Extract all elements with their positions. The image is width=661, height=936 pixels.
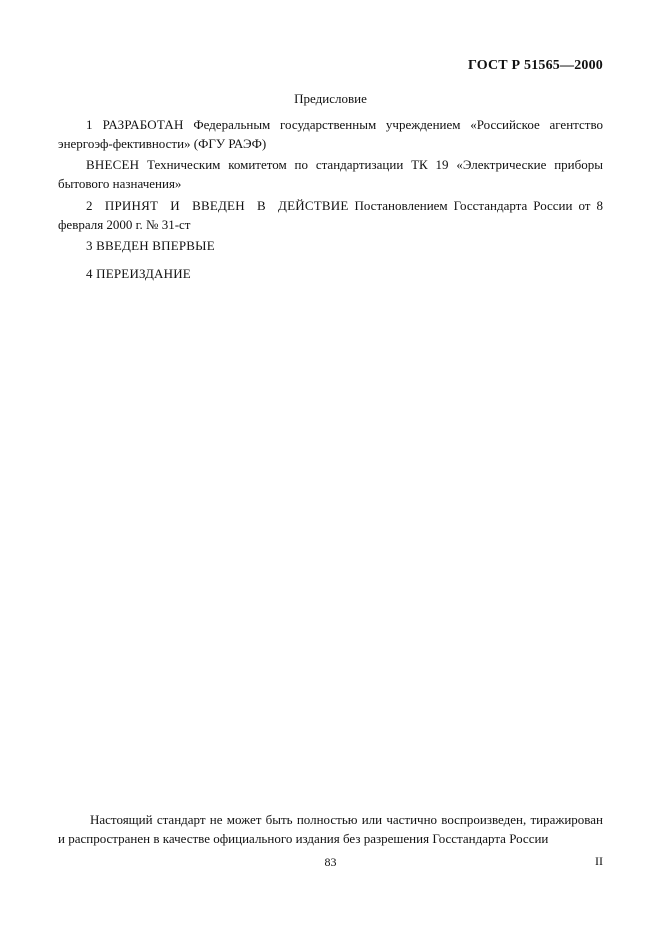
foreword-item-4 (58, 264, 603, 283)
foreword-item-1-text: Федеральным государственным учреждением «Российское агентство энергоэф-фективности» (ФГУ РАЭФ) (58, 117, 603, 151)
foreword-item-1b (58, 155, 603, 193)
foreword-item-1-caps: 1 РАЗРАБОТАН (86, 117, 184, 132)
foreword-item-2-caps: 2 ПРИНЯТ И ВВЕДЕН В ДЕЙСТВИЕ (86, 198, 349, 213)
foreword-item-4-text: 4 ПЕРЕИЗДАНИЕ (86, 266, 191, 281)
foreword-item-3 (58, 236, 603, 255)
foreword-item-1 (58, 115, 603, 153)
page-number: 83 (324, 855, 337, 869)
foreword-item-1b-text: Техническим комитетом по стандартизации ТК 19 «Электрические приборы бытового назначения» (58, 157, 603, 191)
reproduction-notice: Настоящий стандарт не может быть полностью или частично воспроизведен, тиражирован и распространен в качестве официального издания без разрешения Госстандарта России (58, 812, 603, 846)
standard-number: ГОСТ Р 51565—2000 (467, 58, 603, 73)
foreword-item-1b-caps: ВНЕСЕН (86, 157, 140, 172)
foreword-item-2 (58, 196, 603, 234)
foreword-item-3-text: 3 ВВЕДЕН ВПЕРВЫЕ (86, 238, 215, 253)
foreword-item-2-text: Постановлением Госстандарта России от 8 февраля 2000 г. № 31-ст (58, 198, 603, 232)
edition-mark: II (595, 854, 603, 868)
foreword-title: Предисловие (294, 91, 367, 106)
